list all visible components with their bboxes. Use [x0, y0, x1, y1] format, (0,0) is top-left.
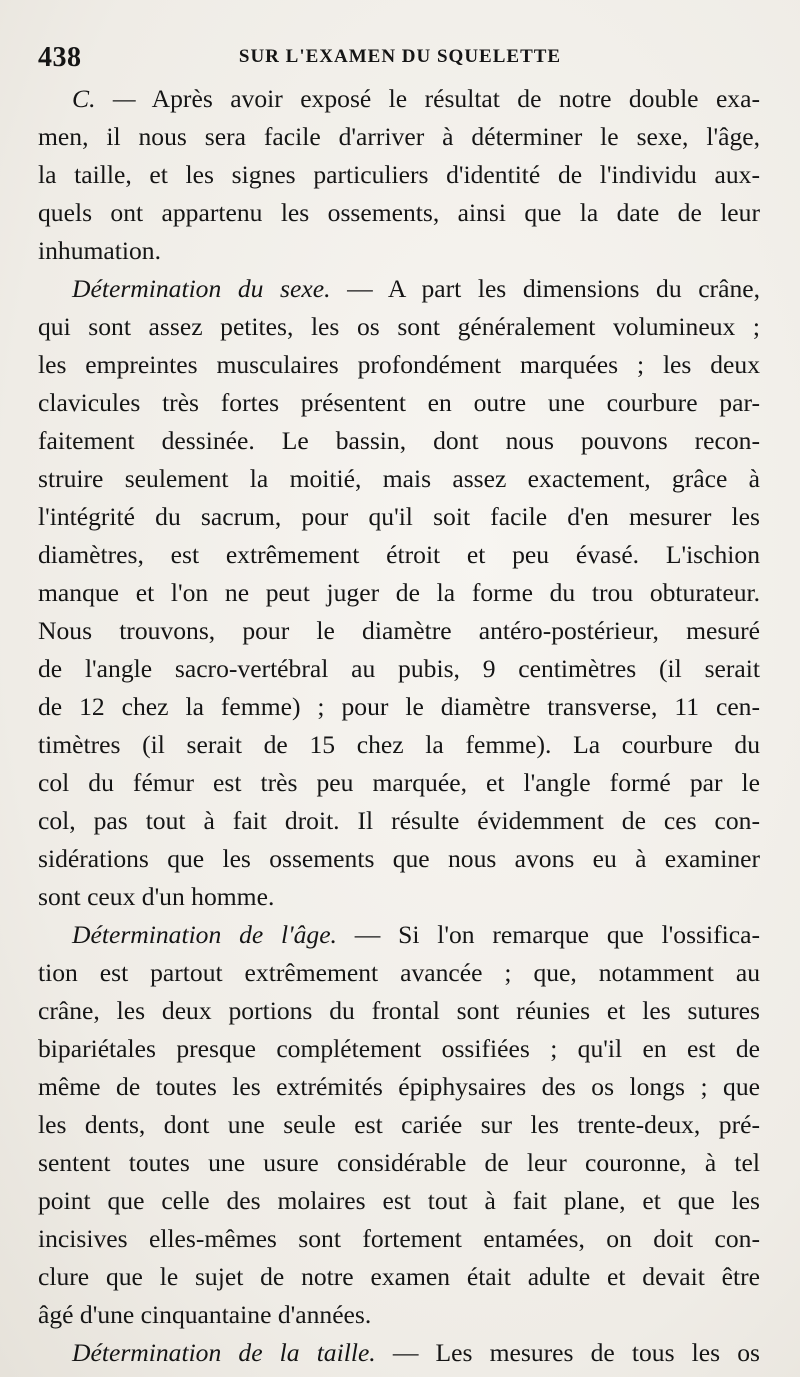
paragraph — [38, 270, 760, 916]
text-line: tion est partout extrêmement avancée ; que, notamment au — [38, 958, 760, 987]
text-line: faitement dessinée. Le bassin, dont nous pouvons recon- — [38, 426, 760, 455]
text-line: clure que le sujet de notre examen était adulte et devait être — [38, 1262, 760, 1291]
text-line: incisives elles-mêmes sont fortement entamées, on doit con- — [38, 1224, 760, 1253]
text-line: de l'angle sacro-vertébral au pubis, 9 centimètres (il serait — [38, 654, 760, 683]
text-line: diamètres, est extrêmement étroit et peu évasé. L'ischion — [38, 540, 760, 569]
running-head: SUR L'EXAMEN DU SQUELETTE — [238, 46, 562, 67]
text-line: col, pas tout à fait droit. Il résulte évidemment de ces con- — [38, 806, 760, 835]
text-line: inhumation. — [38, 236, 161, 265]
page-header — [38, 42, 762, 76]
text-line: crâne, les deux portions du frontal sont réunies et les sutures — [38, 996, 760, 1025]
text-line: âgé d'une cinquantaine d'années. — [38, 1300, 372, 1329]
paragraph — [38, 80, 760, 270]
text-line: quels ont appartenu les ossements, ainsi que la date de leur — [38, 198, 760, 227]
text-line: les dents, dont une seule est cariée sur les trente-deux, pré- — [38, 1110, 760, 1139]
paragraph — [38, 1334, 760, 1372]
text-line: C. — Après avoir exposé le résultat de notre double exa- — [72, 84, 760, 113]
text-line: Détermination de la taille. — Les mesures de tous les os — [72, 1338, 760, 1367]
paragraph-heading: Détermination de l'âge. — [72, 920, 337, 949]
text-line: col du fémur est très peu marquée, et l'angle formé par le — [38, 768, 760, 797]
text-line: sidérations que les ossements que nous avons eu à examiner — [38, 844, 760, 873]
text-line: qui sont assez petites, les os sont généralement volumineux ; — [38, 312, 760, 341]
text-line: même de toutes les extrémités épiphysaires des os longs ; que — [38, 1072, 760, 1101]
text-line: clavicules très fortes présentent en outre une courbure par- — [38, 388, 760, 417]
text-line: timètres (il serait de 15 chez la femme). La courbure du — [38, 730, 760, 759]
paragraph-heading: Détermination du sexe. — [72, 274, 331, 303]
text-line: struire seulement la moitié, mais assez exactement, grâce à — [38, 464, 760, 493]
text-line: men, il nous sera facile d'arriver à déterminer le sexe, l'âge, — [38, 122, 760, 151]
paragraph-heading: C. — — [72, 84, 136, 113]
body-text — [38, 80, 760, 1372]
text-line: de 12 chez la femme) ; pour le diamètre transverse, 11 cen- — [38, 692, 760, 721]
text-line: Détermination de l'âge. — Si l'on remarque que l'ossifica- — [72, 920, 760, 949]
text-line: les empreintes musculaires profondément marquées ; les deux — [38, 350, 760, 379]
paragraph — [38, 916, 760, 1334]
text-line: Nous trouvons, pour le diamètre antéro-postérieur, mesuré — [38, 616, 760, 645]
paragraph-heading: Détermination de la taille. — [72, 1338, 376, 1367]
text-line: l'intégrité du sacrum, pour qu'il soit facile d'en mesurer les — [38, 502, 760, 531]
text-line: sont ceux d'un homme. — [38, 882, 275, 911]
page-number: 438 — [38, 42, 82, 73]
text-line: bipariétales presque complétement ossifiées ; qu'il en est de — [38, 1034, 760, 1063]
text-line: la taille, et les signes particuliers d'identité de l'individu aux- — [38, 160, 760, 189]
text-line: sentent toutes une usure considérable de leur couronne, à tel — [38, 1148, 760, 1177]
text-line: Détermination du sexe. — A part les dimensions du crâne, — [72, 274, 760, 303]
text-line: manque et l'on ne peut juger de la forme du trou obturateur. — [38, 578, 760, 607]
text-line: point que celle des molaires est tout à fait plane, et que les — [38, 1186, 760, 1215]
